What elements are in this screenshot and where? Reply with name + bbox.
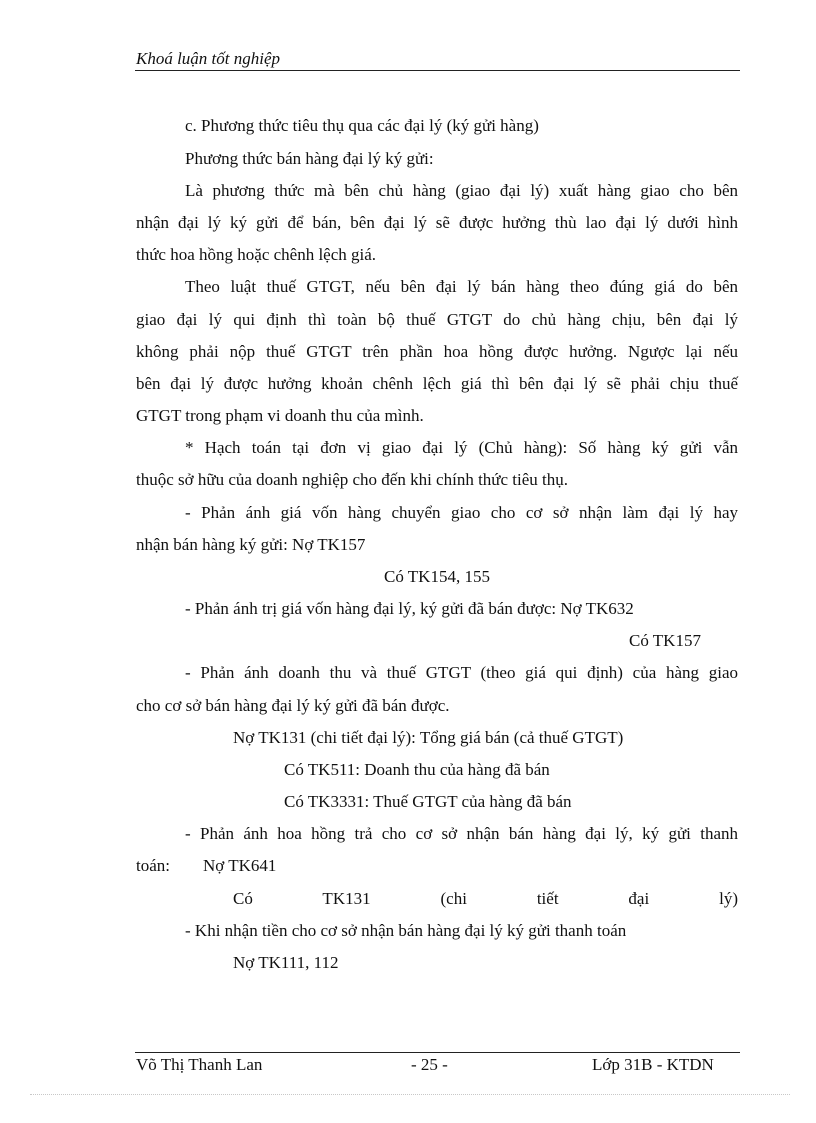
entry-line: Có TK131 (chi tiết đại lý) xyxy=(233,889,738,908)
paragraph-line: - Khi nhận tiền cho cơ sở nhận bán hàng đại lý ký gửi thanh toán xyxy=(185,921,627,940)
paragraph-line: toán: xyxy=(136,856,170,875)
paragraph-line: - Phản ánh giá vốn hàng chuyển giao cho cơ sở nhận làm đại lý hay xyxy=(185,503,738,522)
entry-line: Có TK157 xyxy=(629,631,701,650)
paragraph-line: GTGT trong phạm vi doanh thu của mình. xyxy=(136,406,424,425)
footer-author: Võ Thị Thanh Lan xyxy=(136,1055,263,1074)
paragraph-line: giao đại lý qui định thì toàn bộ thuế GTGT do chủ hàng chịu, bên đại lý xyxy=(136,310,738,329)
paragraph-line: cho cơ sở bán hàng đại lý ký gửi đã bán được. xyxy=(136,696,450,715)
paragraph-line: nhận đại lý ký gửi để bán, bên đại lý sẽ được hưởng thù lao đại lý dưới hình xyxy=(136,213,738,232)
paragraph-line: không phải nộp thuế GTGT trên phần hoa hồng được hưởng. Ngược lại nếu xyxy=(136,342,738,361)
page-edge-divider xyxy=(30,1094,790,1095)
paragraph-line: - Phản ánh doanh thu và thuế GTGT (theo giá qui định) của hàng giao xyxy=(185,663,738,682)
page-number: - 25 - xyxy=(411,1055,448,1074)
header-title: Khoá luận tốt nghiệp xyxy=(136,49,281,68)
paragraph-line: thuộc sở hữu của doanh nghiệp cho đến khi chính thức tiêu thụ. xyxy=(136,470,569,489)
paragraph-line: - Phản ánh hoa hồng trả cho cơ sở nhận bán hàng đại lý, ký gửi thanh xyxy=(185,824,738,843)
entry-line: Có TK154, 155 xyxy=(384,567,490,586)
paragraph-line: nhận bán hàng ký gửi: Nợ TK157 xyxy=(136,535,366,554)
entry-line: Có TK3331: Thuế GTGT của hàng đã bán xyxy=(284,792,572,811)
entry-line: Nợ TK641 xyxy=(203,856,277,875)
paragraph-line: - Phản ánh trị giá vốn hàng đại lý, ký gửi đã bán được: Nợ TK632 xyxy=(185,599,634,618)
entry-line: Nợ TK111, 112 xyxy=(233,953,339,972)
section-heading: c. Phương thức tiêu thụ qua các đại lý (ký gửi hàng) xyxy=(185,116,539,135)
footer-rule xyxy=(135,1052,740,1053)
entry-line: Có TK511: Doanh thu của hàng đã bán xyxy=(284,760,550,779)
paragraph-line: Theo luật thuế GTGT, nếu bên đại lý bán hàng theo đúng giá do bên xyxy=(185,277,738,296)
paragraph-line: Là phương thức mà bên chủ hàng (giao đại lý) xuất hàng giao cho bên xyxy=(185,181,738,200)
entry-line: Nợ TK131 (chi tiết đại lý): Tổng giá bán (cả thuế GTGT) xyxy=(233,728,624,747)
paragraph-line: Phương thức bán hàng đại lý ký gửi: xyxy=(185,149,434,168)
footer-class: Lớp 31B - KTDN xyxy=(592,1055,714,1074)
paragraph-line: bên đại lý được hưởng khoản chênh lệch giá thì bên đại lý sẽ phải chịu thuế xyxy=(136,374,738,393)
paragraph-line: * Hạch toán tại đơn vị giao đại lý (Chủ hàng): Số hàng ký gửi vẫn xyxy=(185,438,738,457)
header-rule xyxy=(135,70,740,71)
paragraph-line: thức hoa hồng hoặc chênh lệch giá. xyxy=(136,245,377,264)
